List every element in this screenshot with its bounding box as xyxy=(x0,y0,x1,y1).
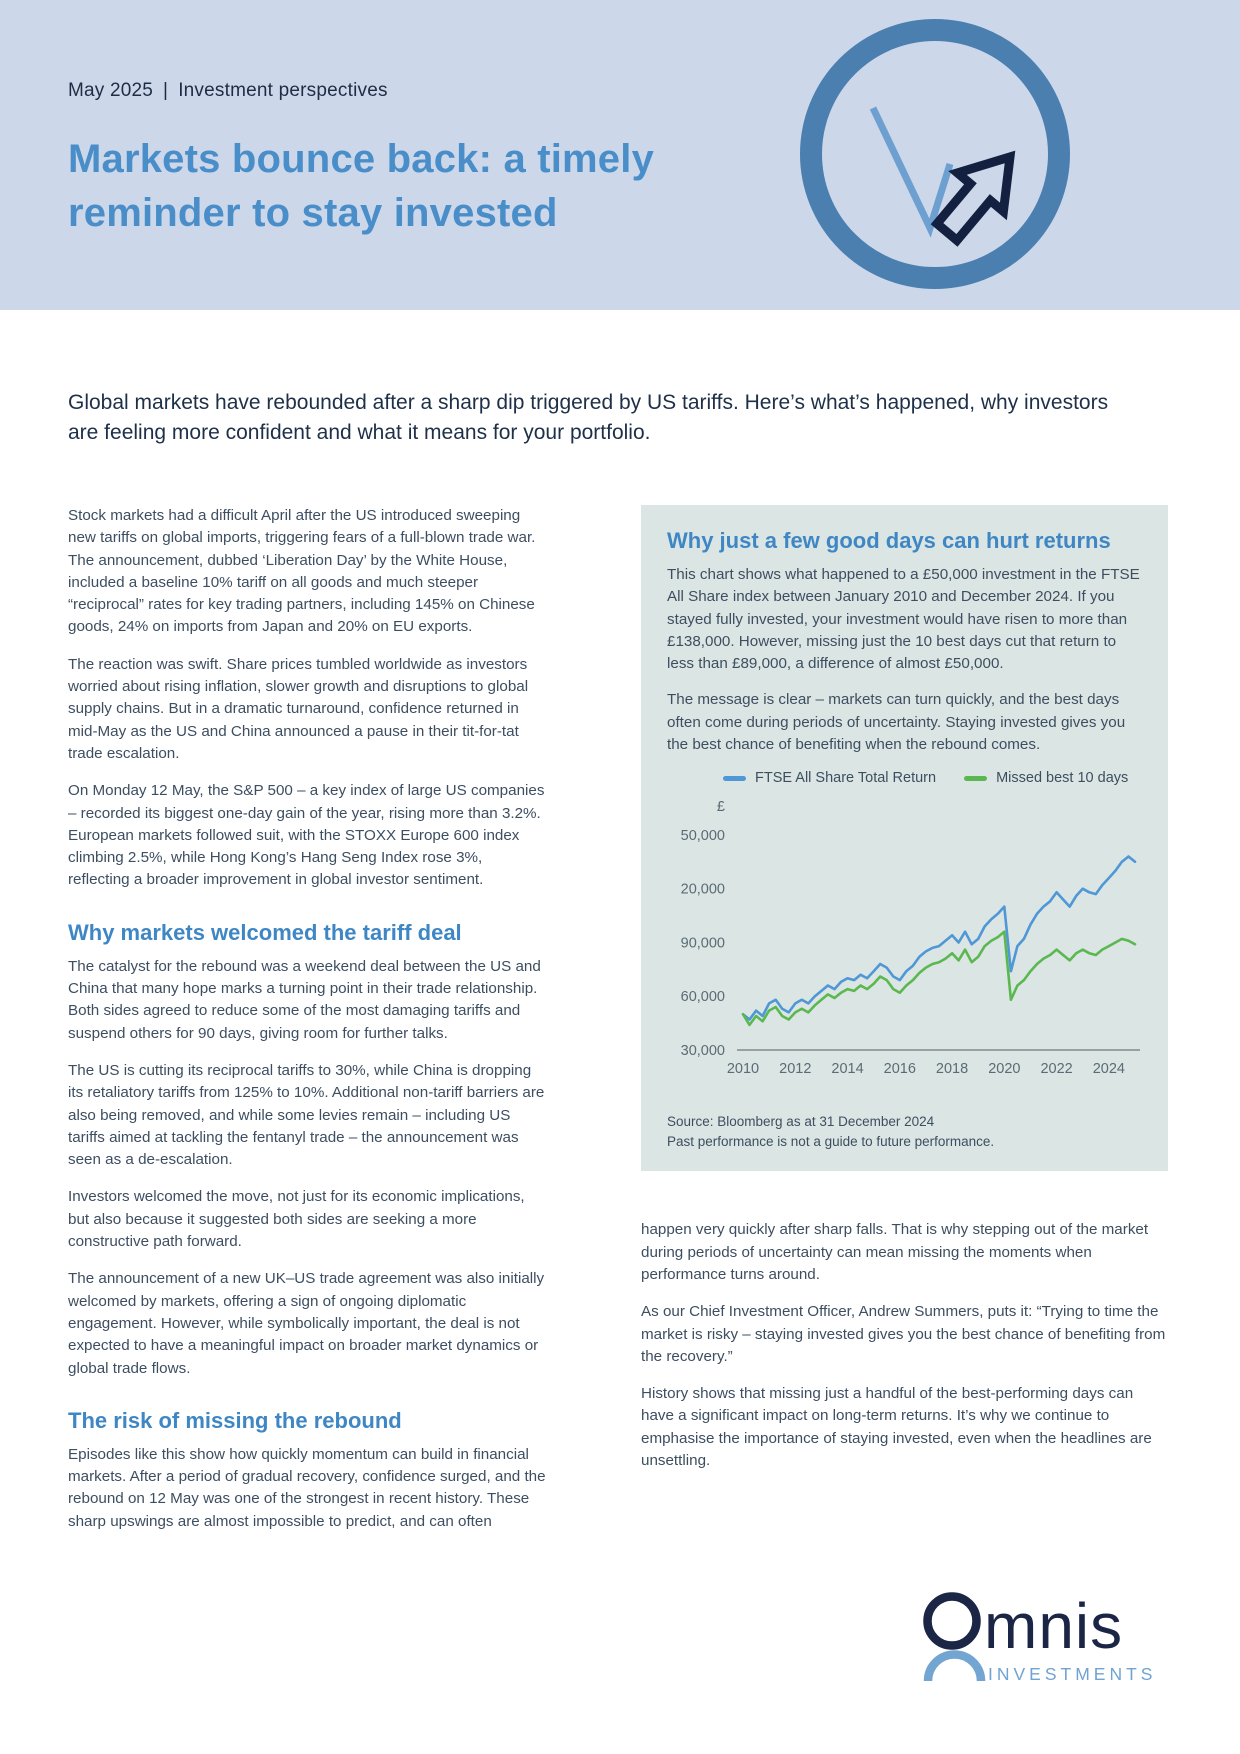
investment-line-chart xyxy=(667,788,1146,1086)
kicker-separator: | xyxy=(163,80,169,101)
left-column xyxy=(68,505,546,1548)
legend-item-missed-days xyxy=(964,770,1128,786)
paragraph: Investors welcomed the move, not just for its economic implications, but also because it suggested both sides are seeking a more constructive path forward. xyxy=(68,1188,525,1251)
callout-paragraph: This chart shows what happened to a £50,000 investment in the FTSE All Share index between January 2010 and December 2024. If you stayed fully invested, your investment would have risen to more than £138,000. However, missing just the 10 best days cut that return to less than £89,000, a difference of almost £50,000. xyxy=(667,566,1140,673)
y-axis-tick-label: 90,000 xyxy=(680,935,725,952)
legend-item-ftse xyxy=(723,770,936,786)
brand-badge-icon xyxy=(797,16,1073,292)
paragraph: As our Chief Investment Officer, Andrew Summers, puts it: “Trying to time the market is risky – staying invested gives you the best chance of benefiting from the recovery.” xyxy=(641,1303,1166,1365)
omnis-investments-logo xyxy=(922,1590,1172,1686)
y-axis-tick-label: 20,000 xyxy=(680,882,725,899)
page-title: Markets bounce back: a timely reminder to stay invested xyxy=(68,137,655,235)
legend-dash-green-icon xyxy=(964,776,987,781)
chart-legend xyxy=(723,770,1142,786)
y-axis-tick-label: 60,000 xyxy=(680,989,725,1006)
legend-label: Missed best 10 days xyxy=(996,770,1129,787)
paragraph: happen very quickly after sharp falls. That is why stepping out of the market during periods of uncertainty can mean missing the moments when performance turns around. xyxy=(641,1221,1149,1283)
kicker-label: Investment perspectives xyxy=(178,80,388,101)
x-axis-tick-label: 2024 xyxy=(1092,1061,1125,1078)
x-axis-tick-label: 2010 xyxy=(726,1061,760,1078)
logo-subtitle: INVESTMENTS xyxy=(988,1664,1157,1684)
x-axis-tick-label: 2022 xyxy=(1040,1061,1073,1078)
badge-ring-icon xyxy=(811,30,1059,278)
source-line: Source: Bloomberg as at 31 December 2024 xyxy=(667,1114,935,1130)
legend-dash-blue-icon xyxy=(723,776,746,781)
standfirst: Global markets have rebounded after a sharp dip triggered by US tariffs. Here’s what’s happened, why investors are feeling more confident and what it means for your portfolio. xyxy=(68,391,1109,444)
paragraph: The catalyst for the rebound was a weekend deal between the US and China that many hope marks a turning point in their trade relationship. Both sides agreed to reduce some of the most damaging tariffs and suspend others for 90 days, giving room for further talks. xyxy=(68,957,541,1042)
x-axis-tick-label: 2012 xyxy=(779,1061,812,1078)
legend-label: FTSE All Share Total Return xyxy=(755,770,937,787)
paragraph: The reaction was swift. Share prices tumbled worldwide as investors worried about rising inflation, slower growth and disruptions to global supply chains. But in a dramatic turnaround, confidence returned in mid-May as the US and China announced a pause in their tit-for-tat trade escalation. xyxy=(68,655,529,762)
right-column-continuation xyxy=(641,1219,1168,1472)
kicker xyxy=(68,80,388,102)
y-axis-tick-label: 50,000 xyxy=(680,828,725,845)
x-axis-tick-label: 2018 xyxy=(935,1061,969,1078)
section-heading-missing-rebound: The risk of missing the rebound xyxy=(68,1407,402,1433)
kicker-date: May 2025 xyxy=(68,80,154,101)
series-line-0 xyxy=(743,857,1135,1020)
header-band xyxy=(0,0,1240,310)
paragraph: History shows that missing just a handful of the best-performing days can have a significant impact on long-term returns. It’s why we continue to emphasise the importance of staying invested, even when the headlines are unsettling. xyxy=(641,1385,1152,1470)
paragraph: On Monday 12 May, the S&P 500 – a key index of large US companies – recorded its biggest one-day gain of the year, rising more than 3.2%. European markets followed suit, with the STOXX Europe 600 index climbing 2.5%, while Hong Kong’s Hang Seng Index rose 3%, reflecting a broader improvement in global investor sentiment. xyxy=(68,782,545,889)
paragraph: Episodes like this show how quickly momentum can build in financial markets. After a period of gradual recovery, confidence surged, and the rebound on 12 May was one of the strongest in recent history. These sharp upswings are almost impossible to predict, and can often xyxy=(68,1445,546,1530)
paragraph: Stock markets had a difficult April after the US introduced sweeping new tariffs on global imports, triggering fears of a full-blown trade war. The announcement, dubbed ‘Liberation Day’ by the White House, included a baseline 10% tariff on all goods and much steeper “reciprocal” rates for key trading partners, including 145% on Chinese goods, 24% on imports from Japan and 20% on EU exports. xyxy=(68,507,536,636)
section-heading-tariff-deal: Why markets welcomed the tariff deal xyxy=(68,919,462,945)
x-axis-tick-label: 2020 xyxy=(988,1061,1021,1078)
chart-source xyxy=(667,1112,1142,1151)
checkmark-icon xyxy=(873,108,950,228)
source-line: Past performance is not a guide to future performance. xyxy=(667,1133,995,1149)
y-axis-currency-label: £ xyxy=(716,799,725,816)
logo-o-icon xyxy=(928,1597,977,1646)
callout-box xyxy=(641,505,1168,1171)
right-column xyxy=(641,505,1168,1548)
logo-arc-icon xyxy=(928,1655,981,1682)
article-columns xyxy=(68,505,1168,1548)
callout-heading: Why just a few good days can hurt returns xyxy=(667,528,1111,553)
y-axis-tick-label: 30,000 xyxy=(680,1043,725,1060)
paragraph: The US is cutting its reciprocal tariffs to 30%, while China is dropping its retaliatory tariffs from 125% to 10%. Additional non-tariff barriers are also being removed, and while some levies remain – including US tariffs aimed at tackling the fentanyl trade – the announcement was seen as a de-escalation. xyxy=(68,1061,545,1169)
paragraph: The announcement of a new UK–US trade agreement was also initially welcomed by markets, offering a sign of ongoing diplomatic engagement. However, while symbolically important, the deal is not expected to have a meaningful impact on broader market dynamics or global trade flows. xyxy=(68,1270,545,1377)
logo-wordmark: mnis xyxy=(984,1590,1124,1662)
x-axis-tick-label: 2014 xyxy=(831,1061,864,1078)
x-axis-tick-label: 2016 xyxy=(883,1061,916,1078)
callout-paragraph: The message is clear – markets can turn quickly, and the best days often come during periods of uncertainty. Staying invested gives you the best chance of benefiting when the rebound comes. xyxy=(667,691,1126,754)
